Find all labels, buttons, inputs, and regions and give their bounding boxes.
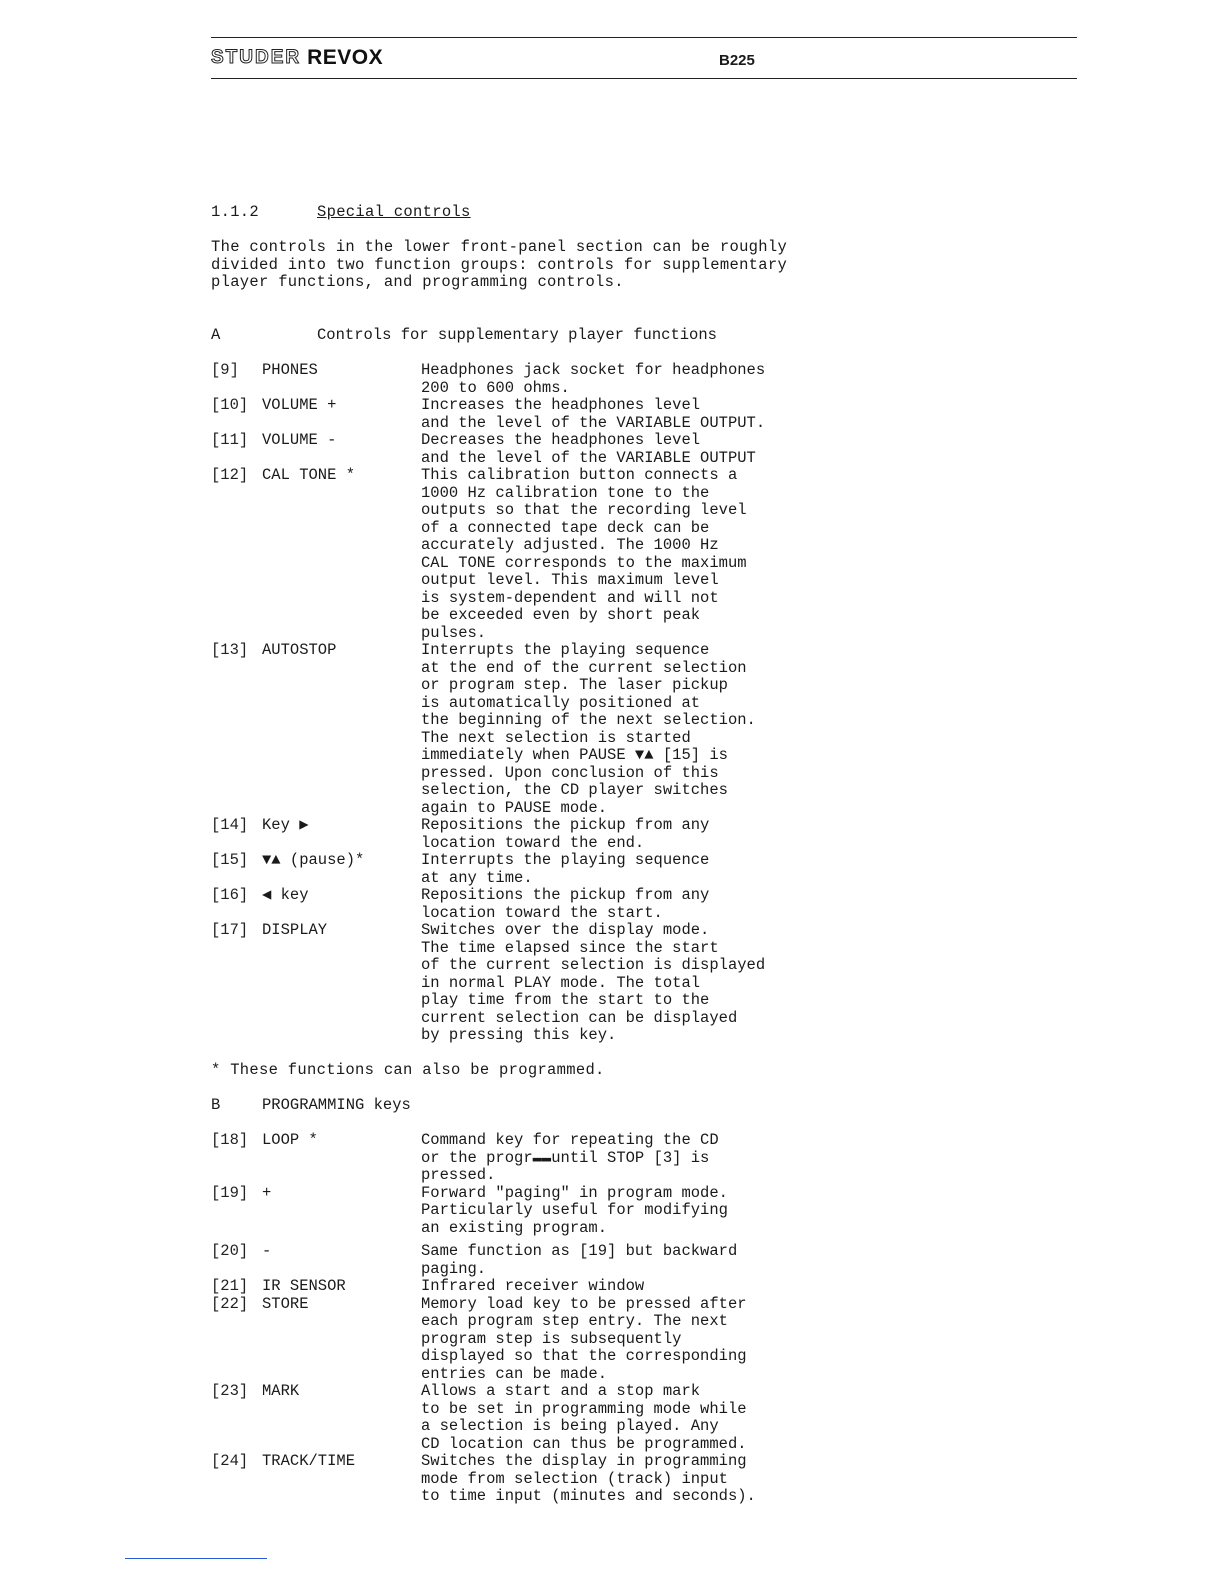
- description-line: of the current selection is displayed: [421, 956, 766, 974]
- description-line: the beginning of the next selection.: [421, 711, 756, 729]
- description-line: immediately when PAUSE ▼▲ [15] is: [421, 746, 728, 764]
- description-line: to be set in programming mode while: [421, 1399, 747, 1418]
- description-line: in normal PLAY mode. The total: [421, 973, 701, 992]
- section-title: Special controls: [317, 203, 471, 221]
- group-b-letter: B: [211, 1096, 221, 1114]
- description-line: paging.: [421, 1259, 487, 1278]
- control-ref: [16]: [211, 886, 249, 904]
- header-top-rule: [211, 37, 1077, 38]
- description-line: program step is subsequently: [421, 1329, 682, 1348]
- footnote: * These functions can also be programmed.: [211, 1061, 605, 1079]
- description-line: Decreases the headphones level: [421, 431, 701, 449]
- group-b-title: PROGRAMMING keys: [262, 1096, 411, 1114]
- description-line: pressed. Upon conclusion of this: [421, 763, 719, 782]
- control-description: [421, 817, 841, 852]
- description-line: mode from selection (track) input: [421, 1469, 728, 1488]
- description-line: outputs so that the recording level: [421, 501, 747, 519]
- description-line: at the end of the current selection: [421, 658, 747, 677]
- section-intro: The controls in the lower front-panel section can be roughly divided into two function groups: controls for supplementary player functions, and programming controls.: [211, 238, 788, 291]
- description-line: of a connected tape deck can be: [421, 518, 710, 537]
- control-ref: [9]: [211, 361, 239, 379]
- control-ref: [11]: [211, 431, 249, 449]
- brand-revox: REVOX: [307, 46, 384, 69]
- description-line: Interrupts the playing sequence: [421, 641, 710, 659]
- description-line: displayed so that the corresponding: [421, 1347, 747, 1365]
- description-line: CD location can thus be programmed.: [421, 1434, 747, 1453]
- description-line: each program step entry. The next: [421, 1312, 728, 1330]
- header-bottom-rule: [211, 78, 1077, 79]
- description-line: Memory load key to be pressed after: [421, 1294, 747, 1313]
- description-line: Repositions the pickup from any: [421, 816, 710, 834]
- control-label: AUTOSTOP: [262, 641, 337, 659]
- control-description: [421, 362, 841, 397]
- description-line: Interrupts the playing sequence: [421, 851, 710, 869]
- description-line: Particularly useful for modifying: [421, 1201, 728, 1219]
- control-description: [421, 1132, 841, 1185]
- description-line: output level. This maximum level: [421, 571, 719, 589]
- control-description: [421, 397, 841, 432]
- control-label: CAL TONE *: [262, 466, 356, 484]
- control-description: [421, 642, 841, 817]
- description-line: at any time.: [421, 868, 533, 887]
- description-line: location toward the start.: [421, 903, 663, 922]
- description-line: CAL TONE corresponds to the maximum: [421, 553, 747, 572]
- description-line: play time from the start to the: [421, 991, 710, 1009]
- description-line: pulses.: [421, 623, 487, 642]
- control-description: [421, 1296, 841, 1384]
- description-line: Command key for repeating the CD: [421, 1131, 719, 1149]
- control-ref: [19]: [211, 1183, 249, 1202]
- footer-link-line: [125, 1558, 267, 1559]
- description-line: Switches the display in programming: [421, 1452, 747, 1470]
- control-label: ◀ key: [262, 886, 309, 904]
- description-line: location toward the end.: [421, 833, 645, 852]
- control-label: TRACK/TIME: [262, 1452, 356, 1470]
- control-label: STORE: [262, 1294, 309, 1313]
- control-label: MARK: [262, 1382, 300, 1400]
- group-a-title: Controls for supplementary player functions: [317, 326, 717, 344]
- description-line: again to PAUSE mode.: [421, 798, 608, 817]
- control-label: VOLUME +: [262, 396, 337, 414]
- control-label: DISPLAY: [262, 921, 328, 939]
- section-number: 1.1.2: [211, 203, 260, 221]
- description-line: Forward "paging" in program mode.: [421, 1183, 728, 1202]
- control-label: -: [262, 1242, 272, 1260]
- control-description: [421, 922, 841, 1045]
- control-label: LOOP *: [262, 1131, 318, 1149]
- control-description: [421, 1383, 841, 1453]
- control-label: VOLUME -: [262, 431, 337, 449]
- brand-logo: [211, 45, 383, 71]
- description-line: is system-dependent and will not: [421, 588, 719, 607]
- brand-studer: STUDER: [211, 47, 302, 68]
- model-number: B225: [719, 52, 755, 69]
- description-line: or program step. The laser pickup: [421, 676, 728, 694]
- group-a-letter: A: [211, 326, 221, 344]
- description-line: selection, the CD player switches: [421, 781, 728, 799]
- control-ref: [17]: [211, 921, 249, 939]
- control-description: [421, 467, 841, 642]
- control-ref: [10]: [211, 396, 249, 414]
- description-line: current selection can be displayed: [421, 1008, 738, 1027]
- description-line: an existing program.: [421, 1218, 608, 1237]
- description-line: Same function as [19] but backward: [421, 1242, 738, 1260]
- control-ref: [15]: [211, 851, 249, 869]
- control-description: [421, 852, 841, 887]
- description-line: Allows a start and a stop mark: [421, 1382, 701, 1400]
- control-ref: [14]: [211, 816, 249, 834]
- control-ref: [13]: [211, 641, 249, 659]
- control-description: [421, 1278, 841, 1296]
- description-line: by pressing this key.: [421, 1026, 617, 1044]
- description-line: Increases the headphones level: [421, 396, 701, 414]
- description-line: is automatically positioned at: [421, 693, 701, 712]
- description-line: This calibration button connects a: [421, 466, 738, 484]
- control-description: [421, 1453, 841, 1506]
- description-line: accurately adjusted. The 1000 Hz: [421, 536, 719, 554]
- control-label: IR SENSOR: [262, 1277, 346, 1295]
- control-ref: [23]: [211, 1382, 249, 1400]
- control-label: Key ▶: [262, 816, 309, 834]
- description-line: Infrared receiver window: [421, 1277, 645, 1295]
- description-line: 1000 Hz calibration tone to the: [421, 483, 710, 502]
- description-line: Switches over the display mode.: [421, 921, 710, 939]
- description-line: The next selection is started: [421, 728, 691, 747]
- control-ref: [21]: [211, 1277, 249, 1295]
- control-label: +: [262, 1183, 272, 1202]
- description-line: a selection is being played. Any: [421, 1417, 719, 1435]
- control-description: [421, 1243, 841, 1278]
- control-ref: [22]: [211, 1294, 249, 1313]
- description-line: Repositions the pickup from any: [421, 886, 710, 904]
- description-line: pressed.: [421, 1166, 496, 1184]
- description-line: and the level of the VARIABLE OUTPUT: [421, 448, 756, 467]
- control-description: [421, 1185, 841, 1238]
- control-description: [421, 432, 841, 467]
- control-ref: [18]: [211, 1131, 249, 1149]
- description-line: Headphones jack socket for headphones: [421, 361, 766, 379]
- control-ref: [20]: [211, 1242, 249, 1260]
- description-line: and the level of the VARIABLE OUTPUT.: [421, 413, 766, 432]
- description-line: The time elapsed since the start: [421, 938, 719, 957]
- description-line: be exceeded even by short peak: [421, 606, 701, 624]
- control-description: [421, 887, 841, 922]
- description-line: to time input (minutes and seconds).: [421, 1487, 756, 1505]
- control-label: PHONES: [262, 361, 318, 379]
- control-label: ▼▲ (pause)*: [262, 851, 365, 869]
- control-ref: [12]: [211, 466, 249, 484]
- description-line: 200 to 600 ohms.: [421, 378, 570, 397]
- description-line: entries can be made.: [421, 1364, 608, 1383]
- control-ref: [24]: [211, 1452, 249, 1470]
- description-line: or the progr▬▬until STOP [3] is: [421, 1148, 710, 1167]
